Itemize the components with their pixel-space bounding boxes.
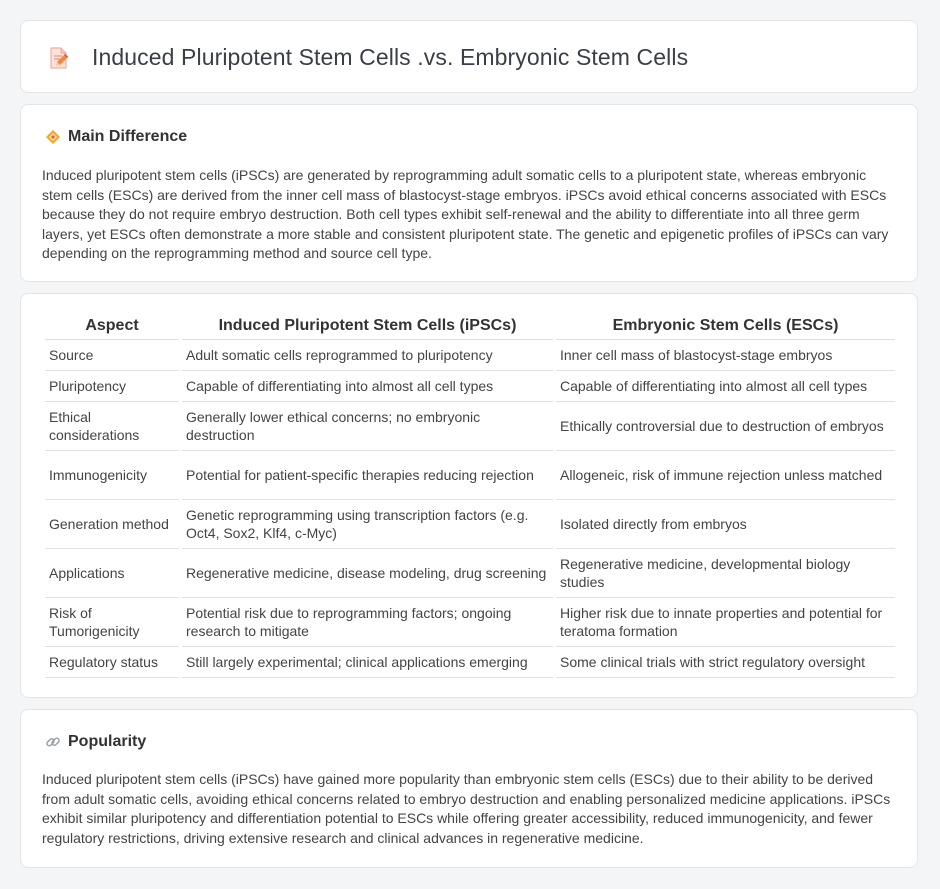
aspect-cell: Source — [45, 340, 179, 371]
popularity-header — [45, 733, 146, 751]
popularity-title: Popularity — [68, 733, 147, 750]
table-row — [45, 451, 895, 500]
comparison-table — [42, 316, 898, 678]
link-icon — [45, 734, 61, 750]
table-header-row — [45, 316, 895, 340]
main-difference-header — [45, 128, 187, 146]
main-difference-title: Main Difference — [68, 128, 188, 145]
ipsc-cell: Regenerative medicine, disease modeling, drug screening — [182, 549, 553, 598]
ipsc-cell: Potential risk due to reprogramming factors; ongoing research to mitigate — [182, 598, 553, 647]
aspect-cell: Pluripotency — [45, 371, 179, 402]
document-pencil-icon — [47, 46, 71, 70]
title-row — [47, 21, 688, 94]
table-row — [45, 549, 895, 598]
table-row — [45, 647, 895, 678]
esc-cell: Inner cell mass of blastocyst-stage embryos — [556, 340, 895, 371]
esc-cell: Regenerative medicine, developmental biology studies — [556, 549, 895, 598]
page-title: Induced Pluripotent Stem Cells .vs. Embryonic Stem Cells — [92, 44, 689, 70]
ipsc-cell: Potential for patient-specific therapies reducing rejection — [182, 451, 553, 500]
table-row — [45, 598, 895, 647]
aspect-cell: Applications — [45, 549, 179, 598]
popularity-text: Induced pluripotent stem cells (iPSCs) have gained more popularity than embryonic stem cells (ESCs) due to their ability to be derived from adult somatic cells, avoiding ethical concerns related to embryo destruction and enabling personalized medicine applications. iPSCs exhibit similar pluripotency and differentiation potential to ESCs while offering greater accessibility, reduced immunogenicity, and fewer regulatory restrictions, driving extensive research and clinical advances in regenerative medicine. — [42, 771, 891, 846]
ipsc-cell: Generally lower ethical concerns; no embryonic destruction — [182, 402, 553, 451]
main-difference-text: Induced pluripotent stem cells (iPSCs) are generated by reprogramming adult somatic cells to a pluripotent state, whereas embryonic stem cells (ESCs) are derived from the inner cell mass of blastocyst-stage embryos. iPSCs avoid ethical concerns associated with ESCs because they do not require embryo destruction. Both cell types exhibit self-renewal and the ability to differentiate into all three germ layers, yet ESCs often demonstrate a more stable and consistent pluripotent state. The genetic and epigenetic profiles of iPSCs can vary depending on the reprogramming method and source cell type. — [42, 167, 889, 261]
table-row — [45, 402, 895, 451]
esc-cell: Isolated directly from embryos — [556, 500, 895, 549]
aspect-cell: Risk of Tumorigenicity — [45, 598, 179, 647]
main-difference-section — [20, 104, 918, 282]
table-row — [45, 371, 895, 402]
aspect-cell: Generation method — [45, 500, 179, 549]
esc-cell: Higher risk due to innate properties and potential for teratoma formation — [556, 598, 895, 647]
table-row — [45, 500, 895, 549]
column-header-aspect: Aspect — [45, 316, 179, 340]
table-row — [45, 340, 895, 371]
aspect-cell: Regulatory status — [45, 647, 179, 678]
comparison-section — [20, 293, 918, 698]
ipsc-cell: Genetic reprogramming using transcription factors (e.g. Oct4, Sox2, Klf4, c-Myc) — [182, 500, 553, 549]
esc-cell: Ethically controversial due to destruction of embryos — [556, 402, 895, 451]
column-header-ipscs: Induced Pluripotent Stem Cells (iPSCs) — [182, 316, 553, 340]
esc-cell: Allogeneic, risk of immune rejection unless matched — [556, 451, 895, 500]
column-header-escs: Embryonic Stem Cells (ESCs) — [556, 316, 895, 340]
title-card — [20, 20, 918, 93]
ipsc-cell: Capable of differentiating into almost all cell types — [182, 371, 553, 402]
aspect-cell: Ethical considerations — [45, 402, 179, 451]
esc-cell: Some clinical trials with strict regulatory oversight — [556, 647, 895, 678]
ipsc-cell: Still largely experimental; clinical applications emerging — [182, 647, 553, 678]
ipsc-cell: Adult somatic cells reprogrammed to pluripotency — [182, 340, 553, 371]
diamond-icon — [45, 129, 61, 145]
popularity-section — [20, 709, 918, 868]
esc-cell: Capable of differentiating into almost all cell types — [556, 371, 895, 402]
aspect-cell: Immunogenicity — [45, 451, 179, 500]
